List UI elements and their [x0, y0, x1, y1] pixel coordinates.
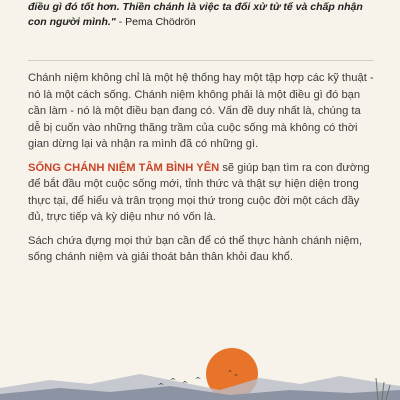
- book-title: SỐNG CHÁNH NIỆM TÂM BÌNH YÊN: [28, 161, 220, 174]
- paragraph-3: Sách chứa đựng mọi thứ bạn cần để có thể thực hành chánh niệm, sống chánh niệm và giải thoát bản thân khỏi đau khổ.: [28, 234, 363, 263]
- description-text: [28, 70, 376, 273]
- paragraph-2: [28, 160, 376, 226]
- divider: [28, 60, 374, 61]
- paragraph-2-text: sẽ giúp bạn tìm ra con đường để bắt đầu một cuộc sống mới, tỉnh thức và thật sự hiện diện trong thực tại, để hiểu và trân trọng mọi thứ trong cuộc đời một cách đầy đủ, trực tiếp và kỳ diệu như nó vốn là.: [28, 161, 370, 223]
- quote-author: - Pema Chödrön: [115, 16, 196, 28]
- landscape-illustration: [0, 330, 400, 400]
- quote-block: [28, 0, 378, 30]
- quote-text-line1: điều gì đó tốt hơn. Thiền chánh là việc ta đối xử tử tế và chấp nhận: [28, 1, 363, 13]
- quote-text-line2: con người mình.": [28, 16, 116, 28]
- paragraph-1: Chánh niệm không chỉ là một hệ thống hay một tập hợp các kỹ thuật - nó là một cách sống. Chánh niệm không phải là một điều gì đó bạn cần làm - nó là một điều bạn đang có. Vấn đề duy nhất là, chúng ta dễ bị cuốn vào những thăng trầm của cuộc sống mà không có thời gian dừng lại và nhận ra mình đã có những gì.: [28, 72, 374, 150]
